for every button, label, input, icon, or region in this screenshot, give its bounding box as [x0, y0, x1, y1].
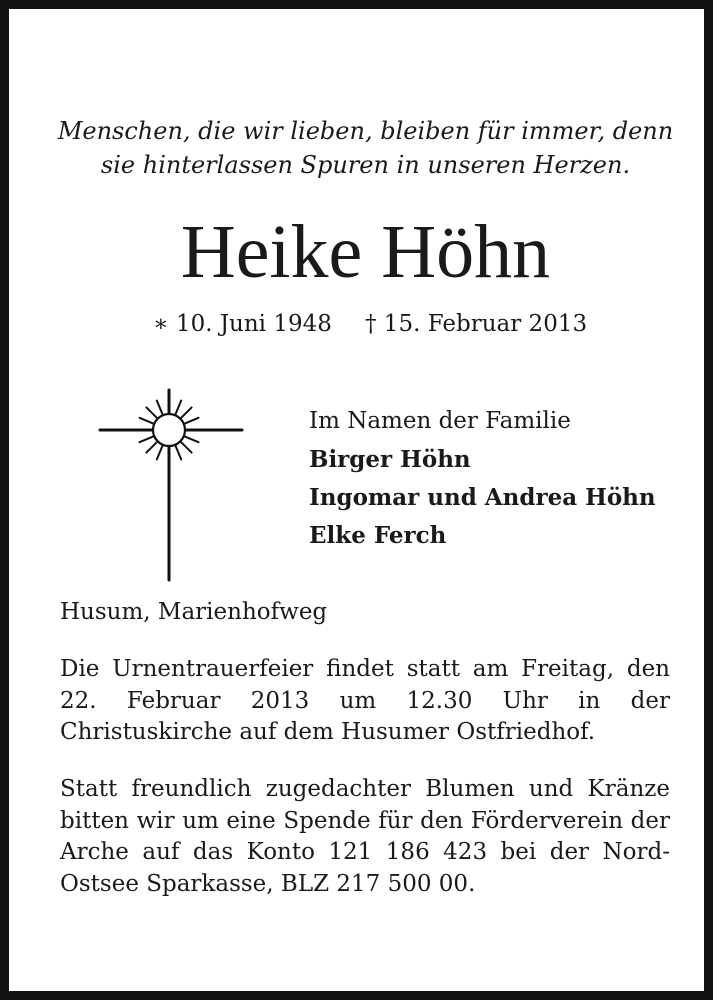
funeral-info: Die Urnentrauerfeier findet statt am Freitag, den 22. Februar 2013 um 12.30 Uhr in der Christuskirche auf dem Husumer Ostfriedhof. [60, 656, 670, 745]
deceased-name: Heike Höhn [180, 210, 551, 294]
cross-with-sun-icon [98, 384, 244, 586]
family-intro: Im Namen der Familie [309, 408, 571, 434]
quote-line-1: Menschen, die wir lieben, bleiben für immer, denn [57, 117, 674, 145]
death-date: † 15. Februar 2013 [365, 311, 588, 337]
quote-line-2: sie hinterlassen Spuren in unseren Herzen. [100, 151, 631, 179]
family-member: Elke Ferch [309, 522, 447, 549]
family-member: Ingomar und Andrea Höhn [309, 484, 656, 511]
family-member: Birger Höhn [309, 446, 471, 473]
donation-info: Statt freundlich zugedachter Blumen und Kränze bitten wir um eine Spende für den Förderverein der Arche auf das Konto 121 186 423 bei der Nord-Ostsee Sparkasse, BLZ 217 500 00. [60, 776, 670, 897]
location: Husum, Marienhofweg [60, 599, 328, 625]
birth-date: ∗ 10. Juni 1948 [153, 311, 332, 337]
